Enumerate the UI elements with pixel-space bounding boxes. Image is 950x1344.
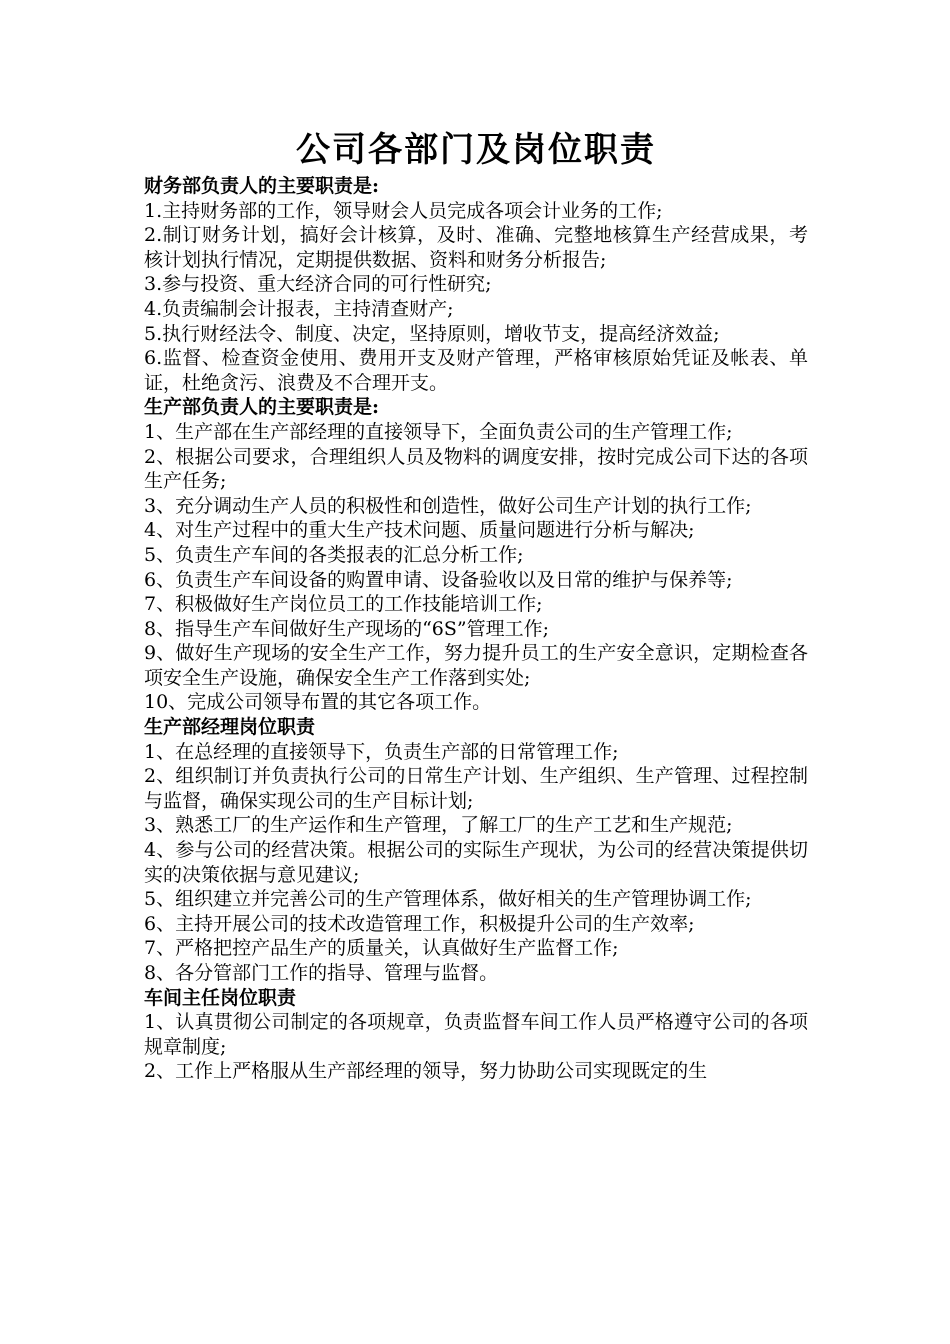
duty-item: 9、做好生产现场的安全生产工作，努力提升员工的生产安全意识，定期检查各项安全生产设施，确保安全生产工作落到实处; (144, 642, 808, 689)
section-heading: 车间主任岗位职责 (144, 986, 297, 1009)
duty-item: 3、熟悉工厂的生产运作和生产管理，了解工厂的生产工艺和生产规范; (144, 814, 733, 837)
section-heading: 生产部经理岗位职责 (144, 716, 316, 739)
duty-item: 1.主持财务部的工作，领导财会人员完成各项会计业务的工作; (144, 199, 663, 222)
duty-item: 4、参与公司的经营决策。根据公司的实际生产现状，为公司的经营决策提供切实的决策依据与意见建议; (144, 839, 808, 886)
duty-item: 7、严格把控产品生产的质量关，认真做好生产监督工作; (144, 937, 619, 960)
duty-item: 5、负责生产车间的各类报表的汇总分析工作; (144, 543, 524, 566)
section-heading: 财务部负责人的主要职责是: (144, 175, 380, 197)
duty-item: 1、认真贯彻公司制定的各项规章，负责监督车间工作人员严格遵守公司的各项规章制度; (144, 1011, 808, 1058)
duty-item: 2、工作上严格服从生产部经理的领导，努力协助公司实现既定的生 (144, 1060, 708, 1083)
duty-item: 1、在总经理的直接领导下，负责生产部的日常管理工作; (144, 740, 619, 763)
duty-item: 10、完成公司领导布置的其它各项工作。 (144, 691, 492, 714)
duty-item: 8、指导生产车间做好生产现场的“6S”管理工作; (144, 617, 550, 640)
duty-item: 3、充分调动生产人员的积极性和创造性，做好公司生产计划的执行工作; (144, 494, 752, 517)
section-production-manager (144, 715, 808, 986)
duty-item: 6、负责生产车间设备的购置申请、设备验收以及日常的维护与保养等; (144, 568, 733, 591)
duty-item: 4、对生产过程中的重大生产技术问题、质量问题进行分析与解决; (144, 519, 695, 542)
duty-item: 5、组织建立并完善公司的生产管理体系，做好相关的生产管理协调工作; (144, 888, 752, 911)
duty-item: 3.参与投资、重大经济合同的可行性研究; (144, 273, 492, 296)
duty-item: 2、根据公司要求，合理组织人员及物料的调度安排，按时完成公司下达的各项生产任务; (144, 445, 808, 493)
duty-item: 6.监督、检查资金使用、费用开支及财产管理，严格审核原始凭证及帐表、单证，杜绝贪污、浪费及不合理开支。 (144, 347, 808, 394)
section-finance (144, 174, 808, 395)
duty-item: 8、各分管部门工作的指导、管理与监督。 (144, 962, 499, 984)
section-heading: 生产部负责人的主要职责是: (144, 396, 380, 419)
duty-item: 2.制订财务计划，搞好会计核算，及时、准确、完整地核算生产经营成果，考核计划执行情况，定期提供数据、资料和财务分析报告; (144, 224, 808, 271)
duty-item: 5.执行财经法令、制度、决定，坚持原则，增收节支，提高经济效益; (144, 322, 720, 345)
section-production-head (144, 395, 808, 715)
duty-item: 2、组织制订并负责执行公司的日常生产计划、生产组织、生产管理、过程控制与监督，确保实现公司的生产目标计划; (144, 765, 808, 812)
duty-item: 7、积极做好生产岗位员工的工作技能培训工作; (144, 593, 543, 616)
document-title: 公司各部门及岗位职责 (296, 130, 656, 170)
duty-item: 4.负责编制会计报表，主持清查财产; (144, 297, 454, 320)
duty-item: 1、生产部在生产部经理的直接领导下，全面负责公司的生产管理工作; (144, 420, 733, 443)
document-page (144, 128, 808, 1084)
section-workshop-director (144, 986, 808, 1084)
duty-item: 6、主持开展公司的技术改造管理工作，积极提升公司的生产效率; (144, 912, 695, 935)
